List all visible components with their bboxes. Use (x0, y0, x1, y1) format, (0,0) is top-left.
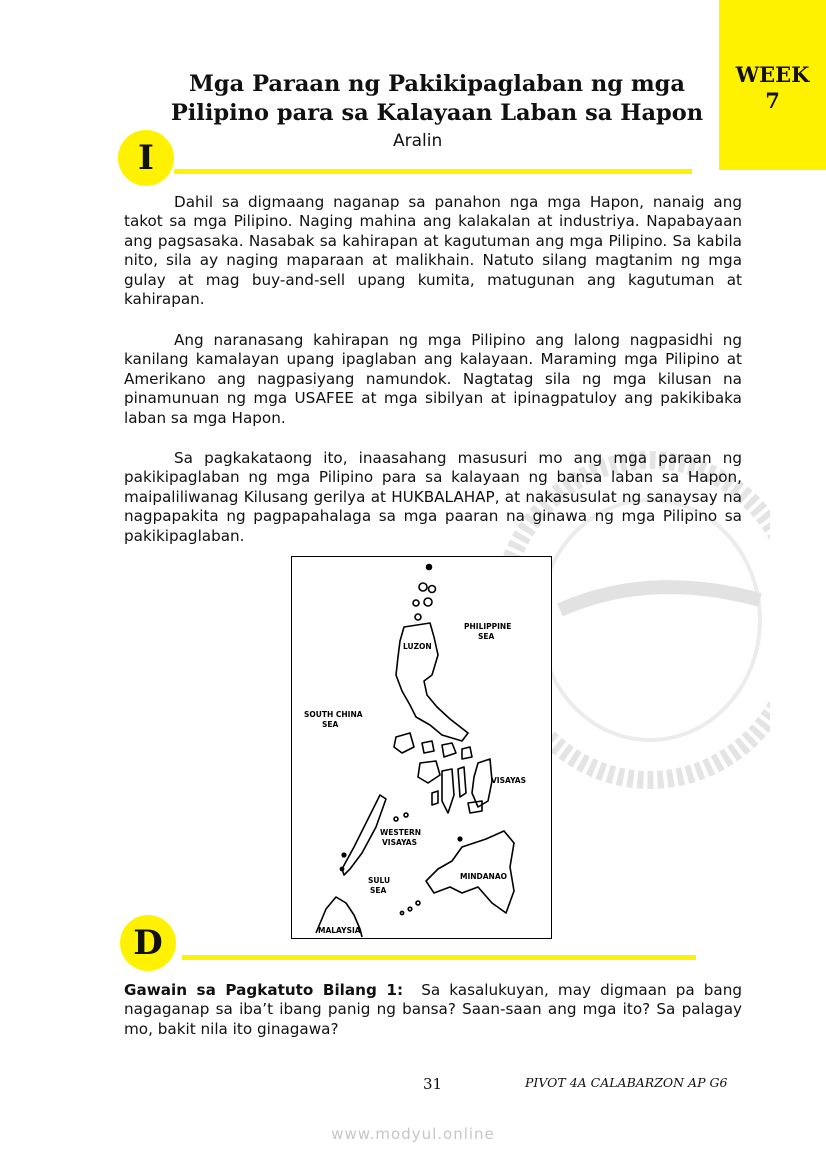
philippines-map (291, 556, 552, 939)
label-western-visayas-2: VISAYAS (382, 838, 418, 847)
footer-code: PIVOT 4A CALABARZON AP G6 (525, 1075, 728, 1090)
map-drawing (292, 557, 551, 938)
label-philippine-sea-2: SEA (478, 632, 495, 641)
activity-text: Sa kasalukuyan, may digmaan pa bang nagaganap sa iba’t ibang panig ng bansa? Saan-saan ang mga ito? Sa palagay mo, bakit nila ito ginagawa? (124, 981, 742, 1038)
label-luzon: LUZON (403, 642, 432, 651)
activity-heading: Gawain sa Pagkatuto Bilang 1: (124, 981, 404, 999)
label-sulu-sea-2: SEA (370, 886, 387, 895)
page-number: 31 (423, 1075, 443, 1093)
title-line-2: Pilipino para sa Kalayaan Laban sa Hapon (170, 100, 704, 126)
label-western-visayas-1: WESTERN (380, 828, 422, 837)
section-d-bar (182, 955, 696, 960)
label-south-china-sea-1: SOUTH CHINA (304, 710, 363, 719)
title-line-1: Mga Paraan ng Pakikipaglaban ng mga (189, 71, 685, 97)
week-number: 7 (765, 88, 780, 113)
section-i-bar (174, 169, 692, 174)
label-malaysia: MALAYSIA (318, 926, 361, 935)
paragraph-2: Ang naranasang kahirapan ng mga Pilipino ang lalong nagpasidhi ng kanilang kamalayan upang ipaglaban ang kalayaan. Maraming mga Pilipino at Amerikano ang nagpasiyang namundok. Nagtatag sila ng mga kilusan na pinamunuan ng mga USAFEE at mga sibilyan at ipinagpatuloy ang pakikibaka laban sa mga Hapon. (124, 331, 742, 427)
paragraph-3: Sa pagkakataong ito, inaasahang masusuri mo ang mga paraan ng pakikipaglaban ng mga Pilipino para sa kalayaan ng bansa laban sa Hapon, maipaliliwanag Kilusang gerilya at HUKBALAHAP, at nakasusulat ng sanaysay na nagpapakita ng pagpapahalaga sa mga paaran na ginawa ng mga Pilipino sa pakikipaglaban. (124, 449, 742, 545)
section-i-label: Aralin (393, 131, 443, 151)
activity-1 (124, 981, 742, 1039)
label-south-china-sea-2: SEA (322, 720, 339, 729)
week-tab (719, 0, 826, 170)
label-sulu-sea-1: SULU (368, 876, 391, 885)
paragraph-1: Dahil sa digmaang naganap sa panahon nga mga Hapon, nanaig ang takot sa mga Pilipino. Naging mahina ang kalakalan at industriya. Napabayaan ang pagsasaka. Nasabak sa kahirapan at kagutuman ang mga Pilipino. Sa kabila nito, sila ay naging maparaan at malikhain. Natuto silang magtanim ng mga gulay at mag buy-and-sell upang kumita, matugunan ang kagutuman at kahirapan. (124, 193, 742, 309)
site-watermark: www.modyul.online (331, 1125, 495, 1143)
week-label: WEEK (735, 62, 810, 87)
label-mindanao: MINDANAO (460, 872, 508, 881)
section-i-badge: I (118, 130, 174, 186)
page-title (150, 70, 724, 128)
label-philippine-sea-1: PHILIPPINE (464, 622, 512, 631)
label-visayas: VISAYAS (491, 776, 527, 785)
section-d-badge: D (120, 915, 176, 971)
